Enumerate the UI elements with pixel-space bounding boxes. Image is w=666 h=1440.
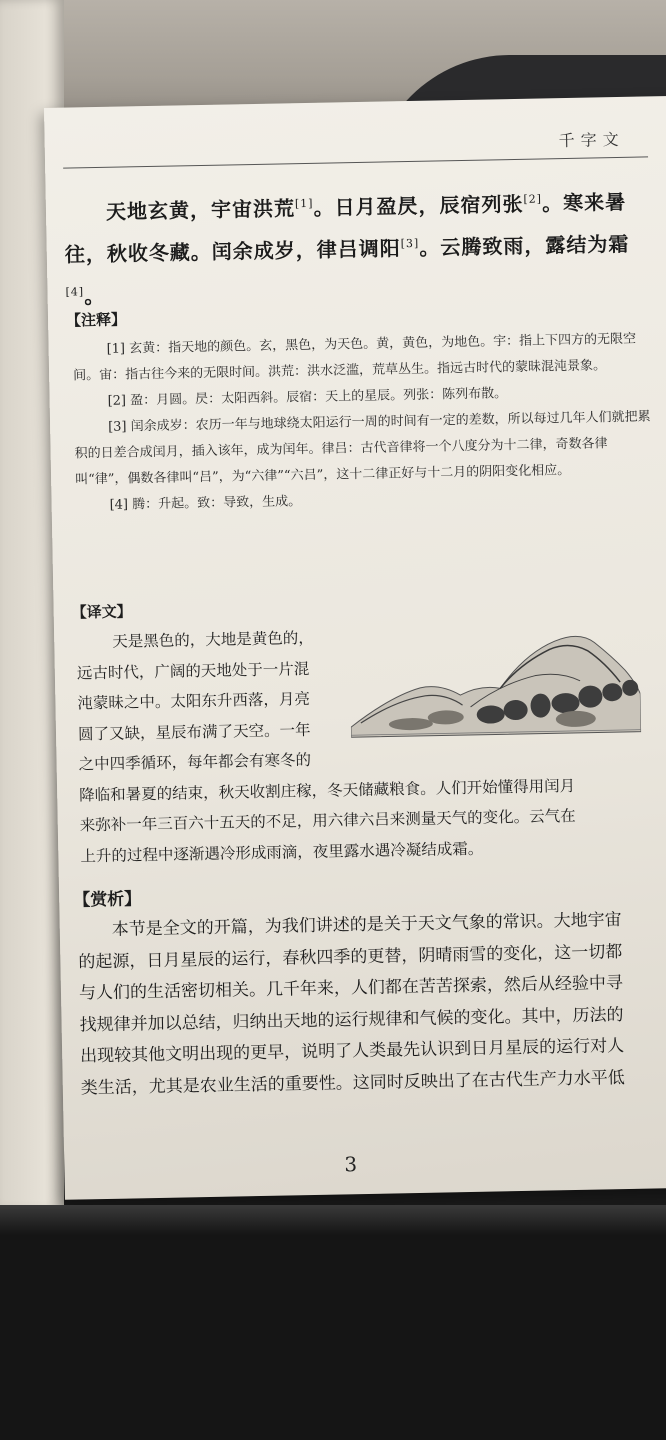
translation-heading: 【译文】: [71, 602, 132, 622]
translation-line: 远古时代，广阔的天地处于一片混: [76, 659, 310, 682]
verse-text: [64, 179, 646, 316]
page-number: 3: [344, 1152, 358, 1177]
verse-part: 。寒来暑往，秋收冬藏。闰余成岁，律吕调阳: [64, 189, 627, 267]
footnote-mark: [4]: [65, 285, 85, 299]
note-item: [4] 腾：升起。致：导致，生成。: [109, 494, 302, 513]
analysis-line: 与人们的生活密切相关。几千年来，人们都在苦苦探索，然后从经验中寻: [78, 973, 624, 1004]
footnote-mark: [1]: [294, 196, 314, 211]
analysis-line: 找规律并加以总结，归纳出天地的运行规律和气候的变化。其中，历法的: [79, 1004, 624, 1035]
page-shadow: [0, 1205, 666, 1235]
verse-part: 。云腾致雨，露结为霜: [419, 231, 630, 260]
translation-line: 降临和暑夏的结束，秋天收割庄稼，冬天储藏粮食。人们开始懂得用闰月: [79, 776, 576, 804]
landscape-illustration: [349, 622, 641, 758]
note-item: [2] 盈：月圆。昃：太阳西斜。辰宿：天上的星辰。列张：陈列布散。: [107, 386, 508, 409]
analysis-line: 的起源，日月星辰的运行，春秋四季的更替，阴晴雨雪的变化，这一切都: [78, 941, 623, 972]
notes-section: [72, 326, 653, 519]
verse-part: 天地玄黄，宇宙洪荒: [105, 196, 296, 224]
translation-line: 沌蒙昧之中。太阳东升西落，月亮: [77, 690, 311, 713]
analysis-section: [78, 904, 666, 1104]
book-page: [44, 96, 666, 1200]
translation-line: 来弥补一年三百六十五天的不足，用六律六吕来测量天气的变化。云气在: [79, 806, 576, 835]
footnote-mark: [3]: [400, 236, 420, 251]
analysis-line: 出现较其他文明出现的更早，说明了人类最先认识到日月星辰的运行对人: [80, 1036, 625, 1067]
analysis-line: 类生活，尤其是农业生活的重要性。这同时反映出了在古代生产力水平低: [80, 1067, 625, 1098]
translation-line: 上升的过程中逐渐遇冷形成雨滴，夜里露水遇冷凝结成霜。: [80, 839, 484, 865]
running-header: 千字文: [558, 129, 625, 151]
translation-line: 之中四季循环，每年都会有寒冬的: [78, 750, 312, 774]
translation-line: 天是黑色的，大地是黄色的，: [112, 628, 314, 651]
analysis-line: 本节是全文的开篇，为我们讲述的是关于天文气象的常识。大地宇宙: [111, 910, 622, 940]
note-item: [1] 玄黄：指天地的颜色。玄，黑色，为天色。黄，黄色，为地色。宇：指上下四方的无限空间。宙：指古往今来的无限时间。洪荒：洪水泛滥，荒草丛生。指远古时代的蒙昧混沌景象。: [73, 331, 637, 384]
notes-heading: 【注释】: [65, 310, 127, 330]
note-item: [3] 闰余成岁：农历一年与地球绕太阳运行一周的时间有一定的差数，所以每过几年人们就把累积的日差合成闰月，插入该年，成为闰年。律吕：古代音律将一个八度分为十二律，奇数各律叫“律”，偶数各律叫“吕”，为“六律”“六吕”，这十二律正好与十二月的阴阳变化相应。: [74, 409, 651, 488]
analysis-heading: 【赏析】: [73, 889, 142, 911]
translation-line: 圆了又缺，星辰布满了天空。一年: [77, 720, 311, 743]
verse-part: 。: [83, 283, 106, 309]
dark-surface: [0, 1205, 666, 1440]
header-rule: [63, 156, 648, 168]
footnote-mark: [2]: [523, 192, 543, 206]
verse-part: 。日月盈昃，辰宿列张: [313, 191, 524, 220]
